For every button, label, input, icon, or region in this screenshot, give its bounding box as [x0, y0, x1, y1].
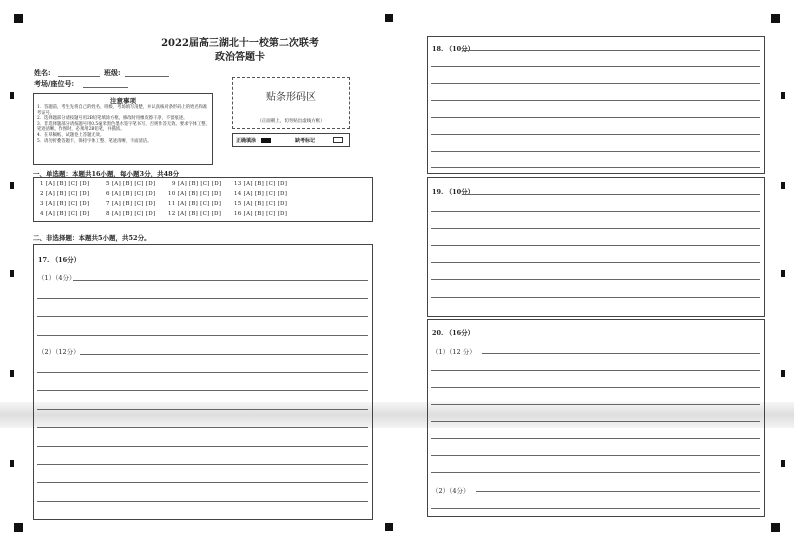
- barcode-note: （正面朝上，切勿贴出虚线方框）: [257, 119, 325, 124]
- timing-mark-top-center: [385, 14, 393, 22]
- answer-line[interactable]: [37, 298, 368, 299]
- answer-line[interactable]: [73, 280, 368, 281]
- correct-fill-label: 正确填涂: [236, 138, 257, 144]
- choice-row-16[interactable]: 16 [A] [B] [C] [D]: [234, 211, 288, 217]
- notice-item: 3．非选择题部分请按题号用0.5毫米黑色墨水签字笔书写，否则作答无效。要求字体工整、笔迹清晰。作图时，必须用2B铅笔，并描浓。: [37, 121, 210, 133]
- answer-line[interactable]: [37, 482, 368, 483]
- answer-line[interactable]: [431, 297, 760, 298]
- choice-row-2[interactable]: 2 [A] [B] [C] [D]: [40, 191, 90, 197]
- answer-line[interactable]: [37, 390, 368, 391]
- answer-line[interactable]: [431, 387, 760, 388]
- notice-box: [33, 93, 213, 165]
- answer-line[interactable]: [431, 117, 760, 118]
- answer-line[interactable]: [482, 353, 760, 354]
- answer-line[interactable]: [431, 211, 760, 212]
- timing-mark-right: [781, 92, 785, 99]
- timing-mark-left: [10, 460, 14, 467]
- answer-line[interactable]: [431, 262, 760, 263]
- correct-fill-sample: [261, 138, 271, 143]
- timing-mark-left: [10, 370, 14, 377]
- answer-line[interactable]: [431, 151, 760, 152]
- timing-mark-right: [781, 370, 785, 377]
- choice-row-6[interactable]: 6 [A] [B] [C] [D]: [106, 191, 156, 197]
- answer-line[interactable]: [476, 491, 760, 492]
- answer-line[interactable]: [431, 66, 760, 67]
- name-field[interactable]: [58, 76, 100, 77]
- question-20-box: [427, 319, 765, 517]
- answer-line[interactable]: [37, 427, 368, 428]
- answer-line[interactable]: [431, 134, 760, 135]
- choice-row-11[interactable]: 11 [A] [B] [C] [D]: [168, 201, 222, 207]
- exam-title: 2022届高三湖北十一校第二次联考: [161, 38, 319, 49]
- timing-mark-right: [781, 182, 785, 189]
- timing-mark-left: [10, 270, 14, 277]
- exam-room-field[interactable]: [83, 87, 128, 88]
- answer-line[interactable]: [431, 370, 760, 371]
- choice-row-14[interactable]: 14 [A] [B] [C] [D]: [234, 191, 288, 197]
- missing-exam-label: 缺考标记: [295, 138, 316, 144]
- answer-line[interactable]: [37, 316, 368, 317]
- answer-line[interactable]: [431, 421, 760, 422]
- fill-example-box: [232, 133, 350, 147]
- question-18-title: 18. （10分）: [432, 45, 475, 53]
- answer-line[interactable]: [431, 100, 760, 101]
- answer-line[interactable]: [431, 472, 760, 473]
- choice-row-8[interactable]: 8 [A] [B] [C] [D]: [106, 211, 156, 217]
- answer-line[interactable]: [431, 455, 760, 456]
- choice-row-1[interactable]: 1 [A] [B] [C] [D]: [40, 181, 90, 187]
- corner-mark-top-left: [14, 14, 23, 23]
- corner-mark-top-right: [771, 14, 780, 23]
- answer-line[interactable]: [431, 404, 760, 405]
- corner-mark-bottom-left: [14, 523, 23, 532]
- barcode-area: [232, 77, 350, 129]
- answer-line[interactable]: [431, 508, 760, 509]
- choice-row-9[interactable]: 9 [A] [B] [C] [D]: [172, 181, 222, 187]
- notice-item: 1．答题前，考生先将自己的姓名、班级、考场填写清楚，并认真核对条形码上的姓名和准考证号。: [37, 105, 208, 116]
- class-label: 班级:: [104, 68, 121, 77]
- name-label: 姓名:: [34, 68, 51, 77]
- timing-mark-left: [10, 182, 14, 189]
- answer-line[interactable]: [80, 354, 368, 355]
- choice-row-3[interactable]: 3 [A] [B] [C] [D]: [40, 201, 90, 207]
- question-17-part2: （2）（12分）: [38, 348, 80, 356]
- timing-mark-bottom-center: [385, 523, 393, 531]
- answer-line[interactable]: [431, 279, 760, 280]
- section1-title: 一、单选题：本题共16小题，每小题3分，共48分: [33, 170, 180, 178]
- question-18-box: [427, 36, 765, 174]
- question-19-title: 19. （10分）: [432, 188, 475, 196]
- question-20-title: 20. （16分）: [432, 329, 475, 337]
- answer-line[interactable]: [37, 409, 368, 410]
- question-20-part1: （1）（12 分）: [432, 348, 476, 356]
- choice-row-13[interactable]: 13 [A] [B] [C] [D]: [234, 181, 288, 187]
- timing-mark-left: [10, 92, 14, 99]
- answer-line[interactable]: [37, 501, 368, 502]
- question-19-box: [427, 177, 765, 317]
- answer-line[interactable]: [37, 335, 368, 336]
- answer-line[interactable]: [37, 464, 368, 465]
- question-20-part2: （2）（4分）: [432, 487, 470, 495]
- choice-row-15[interactable]: 15 [A] [B] [C] [D]: [234, 201, 288, 207]
- answer-line[interactable]: [431, 83, 760, 84]
- answer-line[interactable]: [431, 438, 760, 439]
- timing-mark-right: [781, 270, 785, 277]
- answer-sheet-title: 政治答题卡: [215, 52, 265, 63]
- choice-row-7[interactable]: 7 [A] [B] [C] [D]: [106, 201, 156, 207]
- exam-room-label: 考场/座位号:: [34, 79, 75, 88]
- choice-grid: [33, 177, 373, 222]
- question-17-part1: （1）（4分）: [38, 274, 76, 282]
- answer-line[interactable]: [37, 372, 368, 373]
- question-17-title: 17. （16分）: [38, 256, 81, 264]
- question-17-box: [33, 244, 373, 520]
- choice-row-5[interactable]: 5 [A] [B] [C] [D]: [106, 181, 156, 187]
- notice-list: [37, 105, 210, 144]
- timing-mark-right: [781, 460, 785, 467]
- answer-line[interactable]: [462, 50, 760, 51]
- answer-line[interactable]: [431, 167, 760, 168]
- corner-mark-bottom-right: [771, 523, 780, 532]
- notice-item: 2．选择题部分请按题号用2B铅笔填涂方框，修改时用橡皮擦干净，不留痕迹。: [37, 116, 188, 122]
- answer-line[interactable]: [431, 228, 760, 229]
- answer-line[interactable]: [462, 194, 760, 195]
- answer-line[interactable]: [37, 446, 368, 447]
- section2-title: 二、非选择题：本题共5小题，共52分。: [33, 234, 151, 242]
- notice-item: 4．在草稿纸、试题卷上答题无效。: [37, 132, 105, 138]
- choice-row-10[interactable]: 10 [A] [B] [C] [D]: [168, 191, 222, 197]
- answer-line[interactable]: [431, 245, 760, 246]
- choice-row-12[interactable]: 12 [A] [B] [C] [D]: [168, 211, 222, 217]
- class-field[interactable]: [125, 76, 169, 77]
- barcode-title: 贴条形码区: [266, 92, 316, 103]
- notice-title: 注意事项: [110, 97, 136, 105]
- missing-exam-checkbox[interactable]: [333, 137, 343, 143]
- choice-row-4[interactable]: 4 [A] [B] [C] [D]: [40, 211, 90, 217]
- notice-item: 5．请勿折叠答题卡，保持字体工整、笔迹清晰、卡面清洁。: [37, 138, 152, 144]
